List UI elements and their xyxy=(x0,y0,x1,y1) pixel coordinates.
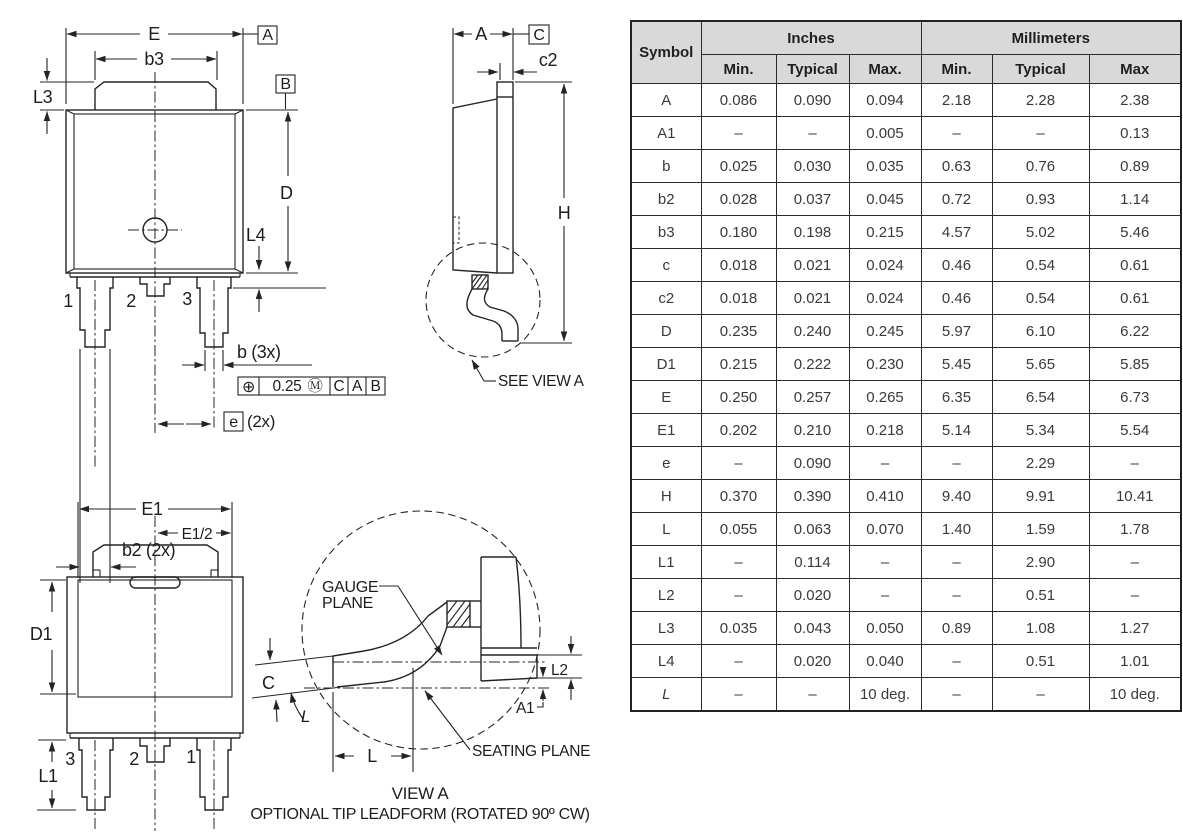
table-row xyxy=(631,447,1181,480)
value-cell: 0.222 xyxy=(776,348,849,381)
hatch-lines-view-a xyxy=(447,601,470,627)
value-cell: 0.46 xyxy=(921,249,992,282)
header-mm-typical: Typical xyxy=(992,55,1089,84)
datum-c-label: C xyxy=(533,27,545,44)
view-a-subtitle: OPTIONAL TIP LEADFORM (ROTATED 90º CW) xyxy=(250,806,590,823)
dimensions-table-body xyxy=(631,84,1181,712)
value-cell: 4.57 xyxy=(921,216,992,249)
pin2-label: 2 xyxy=(126,291,136,311)
symbol-cell: E1 xyxy=(631,414,701,447)
value-cell: 0.030 xyxy=(776,150,849,183)
value-cell: – xyxy=(921,645,992,678)
value-cell: – xyxy=(992,678,1089,712)
dim-l1-label: L1 xyxy=(38,766,58,786)
header-mm-max: Max xyxy=(1089,55,1181,84)
value-cell: 0.51 xyxy=(992,579,1089,612)
symbol-cell: L1 xyxy=(631,546,701,579)
value-cell: 0.090 xyxy=(776,447,849,480)
fcf-datum-b: B xyxy=(370,378,381,395)
value-cell: 0.090 xyxy=(776,84,849,117)
value-cell: 5.85 xyxy=(1089,348,1181,381)
value-cell: 0.018 xyxy=(701,249,776,282)
value-cell: – xyxy=(992,117,1089,150)
value-cell: 0.045 xyxy=(849,183,921,216)
value-cell: 10.41 xyxy=(1089,480,1181,513)
pin3-label: 3 xyxy=(182,289,192,309)
value-cell: – xyxy=(1089,579,1181,612)
symbol-cell: b3 xyxy=(631,216,701,249)
position-tolerance-icon: ⊕ xyxy=(241,379,256,396)
value-cell: 0.028 xyxy=(701,183,776,216)
value-cell: 0.76 xyxy=(992,150,1089,183)
value-cell: 1.14 xyxy=(1089,183,1181,216)
table-row xyxy=(631,645,1181,678)
symbol-cell: D xyxy=(631,315,701,348)
value-cell: – xyxy=(701,447,776,480)
dim-b2-label: b2 (2x) xyxy=(122,540,176,560)
value-cell: 0.410 xyxy=(849,480,921,513)
value-cell: 2.90 xyxy=(992,546,1089,579)
value-cell: 1.08 xyxy=(992,612,1089,645)
view-a-title: VIEW A xyxy=(391,784,449,803)
table-row xyxy=(631,84,1181,117)
table-row xyxy=(631,282,1181,315)
value-cell: 0.215 xyxy=(701,348,776,381)
symbol-cell: e xyxy=(631,447,701,480)
dimensions-table xyxy=(630,20,1182,712)
value-cell: – xyxy=(921,546,992,579)
table-row xyxy=(631,216,1181,249)
value-cell: 0.094 xyxy=(849,84,921,117)
value-cell: 0.037 xyxy=(776,183,849,216)
value-cell: 0.035 xyxy=(701,612,776,645)
value-cell: 0.89 xyxy=(921,612,992,645)
symbol-cell: L4 xyxy=(631,645,701,678)
value-cell: 0.086 xyxy=(701,84,776,117)
value-cell: 0.390 xyxy=(776,480,849,513)
value-cell: 1.01 xyxy=(1089,645,1181,678)
value-cell: 0.215 xyxy=(849,216,921,249)
see-view-a-label: SEE VIEW A xyxy=(498,373,584,390)
pin1-label-back: 1 xyxy=(186,747,196,767)
value-cell: 0.245 xyxy=(849,315,921,348)
table-row xyxy=(631,348,1181,381)
value-cell: 2.28 xyxy=(992,84,1089,117)
value-cell: 0.050 xyxy=(849,612,921,645)
value-cell: 0.114 xyxy=(776,546,849,579)
value-cell: – xyxy=(921,447,992,480)
hatch-lines xyxy=(472,275,488,289)
dim-e-qty-label: (2x) xyxy=(247,412,276,431)
value-cell: 0.13 xyxy=(1089,117,1181,150)
side-view xyxy=(426,24,585,390)
value-cell: 0.055 xyxy=(701,513,776,546)
table-row xyxy=(631,546,1181,579)
dim-l4-label: L4 xyxy=(246,225,266,245)
view-a-circle xyxy=(302,511,540,749)
gauge-plane-label-2: PLANE xyxy=(322,595,373,612)
symbol-cell: E xyxy=(631,381,701,414)
value-cell: – xyxy=(849,546,921,579)
symbol-cell: c xyxy=(631,249,701,282)
value-cell: – xyxy=(849,579,921,612)
value-cell: 5.46 xyxy=(1089,216,1181,249)
value-cell: 0.021 xyxy=(776,249,849,282)
value-cell: 0.265 xyxy=(849,381,921,414)
value-cell: – xyxy=(921,678,992,712)
dim-e-label: E xyxy=(148,24,160,44)
fcf-value: 0.25 xyxy=(272,378,302,395)
value-cell: 0.54 xyxy=(992,249,1089,282)
value-cell: 0.89 xyxy=(1089,150,1181,183)
value-cell: – xyxy=(701,546,776,579)
value-cell: 0.043 xyxy=(776,612,849,645)
value-cell: 6.35 xyxy=(921,381,992,414)
value-cell: – xyxy=(849,447,921,480)
value-cell: 1.27 xyxy=(1089,612,1181,645)
symbol-cell: b xyxy=(631,150,701,183)
dim-e1-label: E1 xyxy=(141,499,163,519)
seating-plane-label: SEATING PLANE xyxy=(472,743,591,760)
table-row xyxy=(631,480,1181,513)
value-cell: 2.18 xyxy=(921,84,992,117)
table-header xyxy=(631,21,1181,84)
header-symbol: Symbol xyxy=(631,21,701,84)
table-row xyxy=(631,183,1181,216)
header-mm-min: Min. xyxy=(921,55,992,84)
dim-e-pitch-label: e xyxy=(229,414,238,431)
dim-a-label: A xyxy=(475,24,487,44)
dim-l3-label: L3 xyxy=(33,87,53,107)
dim-l-label: L xyxy=(367,746,377,766)
dim-d-label: D xyxy=(280,183,293,203)
table-row xyxy=(631,315,1181,348)
value-cell: – xyxy=(921,117,992,150)
mmc-modifier-icon: Ⓜ xyxy=(307,378,323,395)
value-cell: 0.035 xyxy=(849,150,921,183)
value-cell: 0.024 xyxy=(849,282,921,315)
table-row xyxy=(631,612,1181,645)
value-cell: – xyxy=(776,678,849,712)
symbol-cell: L3 xyxy=(631,612,701,645)
value-cell: – xyxy=(1089,546,1181,579)
value-cell: 9.91 xyxy=(992,480,1089,513)
table-row xyxy=(631,150,1181,183)
value-cell: 5.34 xyxy=(992,414,1089,447)
datum-b-label: B xyxy=(280,76,291,93)
view-a xyxy=(250,511,590,823)
fcf-datum-a: A xyxy=(351,378,363,395)
dim-b3-label: b3 xyxy=(144,49,164,69)
value-cell: 0.61 xyxy=(1089,282,1181,315)
value-cell: – xyxy=(776,117,849,150)
value-cell: 5.54 xyxy=(1089,414,1181,447)
fcf-datum-c: C xyxy=(333,378,345,395)
value-cell: 0.257 xyxy=(776,381,849,414)
table-row xyxy=(631,414,1181,447)
value-cell: 0.210 xyxy=(776,414,849,447)
value-cell: 0.021 xyxy=(776,282,849,315)
value-cell: – xyxy=(1089,447,1181,480)
angle-symbol: L xyxy=(301,707,311,726)
value-cell: 1.40 xyxy=(921,513,992,546)
value-cell: 0.54 xyxy=(992,282,1089,315)
value-cell: 1.78 xyxy=(1089,513,1181,546)
value-cell: 0.063 xyxy=(776,513,849,546)
header-inches: Inches xyxy=(701,21,921,55)
value-cell: 0.070 xyxy=(849,513,921,546)
header-inches-max: Max. xyxy=(849,55,921,84)
value-cell: 0.020 xyxy=(776,645,849,678)
value-cell: 1.59 xyxy=(992,513,1089,546)
value-cell: 0.024 xyxy=(849,249,921,282)
value-cell: 0.61 xyxy=(1089,249,1181,282)
value-cell: – xyxy=(701,678,776,712)
value-cell: 0.020 xyxy=(776,579,849,612)
dim-l2-label: L2 xyxy=(551,662,568,679)
value-cell: 0.46 xyxy=(921,282,992,315)
lead-3-back xyxy=(79,738,113,810)
table-row xyxy=(631,249,1181,282)
symbol-cell: H xyxy=(631,480,701,513)
dim-h-label: H xyxy=(557,203,571,223)
table-row xyxy=(631,579,1181,612)
value-cell: 5.45 xyxy=(921,348,992,381)
symbol-cell: b2 xyxy=(631,183,701,216)
value-cell: 6.22 xyxy=(1089,315,1181,348)
value-cell: 9.40 xyxy=(921,480,992,513)
value-cell: 0.005 xyxy=(849,117,921,150)
value-cell: 0.63 xyxy=(921,150,992,183)
symbol-cell: L xyxy=(631,513,701,546)
value-cell: 0.93 xyxy=(992,183,1089,216)
value-cell: 0.235 xyxy=(701,315,776,348)
value-cell: 0.025 xyxy=(701,150,776,183)
value-cell: – xyxy=(921,579,992,612)
value-cell: 0.250 xyxy=(701,381,776,414)
value-cell: 0.230 xyxy=(849,348,921,381)
table-row xyxy=(631,513,1181,546)
table-row xyxy=(631,117,1181,150)
table-row xyxy=(631,381,1181,414)
pin2-label-back: 2 xyxy=(129,749,139,769)
value-cell: 0.72 xyxy=(921,183,992,216)
value-cell: 6.73 xyxy=(1089,381,1181,414)
value-cell: – xyxy=(701,579,776,612)
value-cell: 0.018 xyxy=(701,282,776,315)
dim-a1-label: A1 xyxy=(516,700,535,717)
value-cell: 2.29 xyxy=(992,447,1089,480)
value-cell: 2.38 xyxy=(1089,84,1181,117)
table-row xyxy=(631,678,1181,712)
header-inches-typical: Typical xyxy=(776,55,849,84)
value-cell: 5.14 xyxy=(921,414,992,447)
value-cell: 0.51 xyxy=(992,645,1089,678)
dim-d1-label: D1 xyxy=(29,624,53,644)
view-a-callout-circle xyxy=(426,243,540,357)
front-view xyxy=(33,24,385,583)
symbol-cell: A1 xyxy=(631,117,701,150)
dim-c2-label: c2 xyxy=(538,50,558,70)
header-millimeters: Millimeters xyxy=(921,21,1181,55)
symbol-cell: L2 xyxy=(631,579,701,612)
dim-e1-half-label: E1/2 xyxy=(181,526,213,543)
value-cell: 0.218 xyxy=(849,414,921,447)
value-cell: 10 deg. xyxy=(849,678,921,712)
feature-control-frame xyxy=(238,377,385,396)
dim-c-label: C xyxy=(262,673,275,693)
dim-b-label: b (3x) xyxy=(237,342,281,362)
value-cell: – xyxy=(701,117,776,150)
value-cell: 10 deg. xyxy=(1089,678,1181,712)
value-cell: 0.370 xyxy=(701,480,776,513)
value-cell: 0.180 xyxy=(701,216,776,249)
value-cell: – xyxy=(701,645,776,678)
symbol-cell: A xyxy=(631,84,701,117)
value-cell: 6.10 xyxy=(992,315,1089,348)
value-cell: 0.240 xyxy=(776,315,849,348)
value-cell: 5.02 xyxy=(992,216,1089,249)
pin1-label: 1 xyxy=(63,291,73,311)
datum-a-label: A xyxy=(262,27,273,44)
value-cell: 6.54 xyxy=(992,381,1089,414)
value-cell: 5.65 xyxy=(992,348,1089,381)
value-cell: 0.202 xyxy=(701,414,776,447)
symbol-cell: c2 xyxy=(631,282,701,315)
value-cell: 5.97 xyxy=(921,315,992,348)
symbol-cell: D1 xyxy=(631,348,701,381)
value-cell: 0.040 xyxy=(849,645,921,678)
value-cell: 0.198 xyxy=(776,216,849,249)
symbol-cell: L xyxy=(631,678,701,712)
pin3-label-back: 3 xyxy=(65,749,75,769)
gauge-plane-label-1: GAUGE xyxy=(322,579,379,596)
header-inches-min: Min. xyxy=(701,55,776,84)
